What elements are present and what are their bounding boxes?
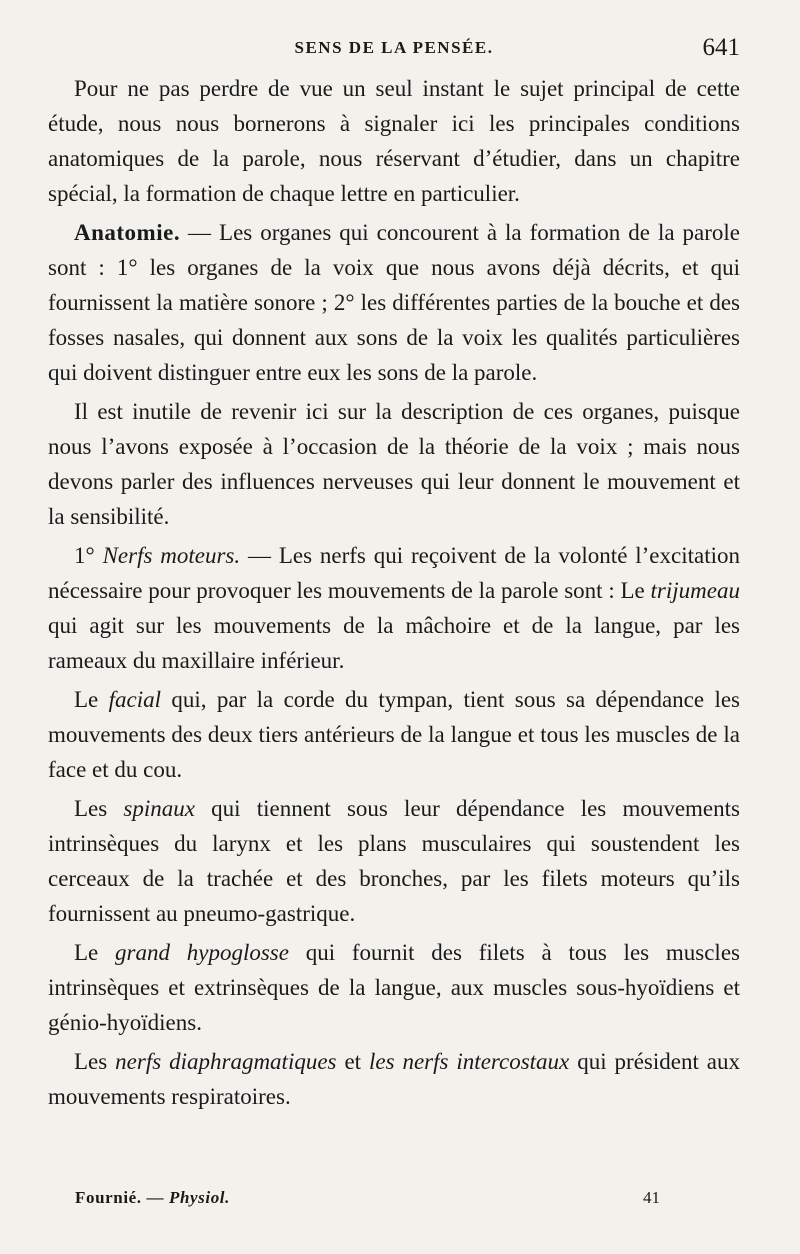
term-italic: facial [108, 686, 162, 712]
paragraph-text: — Les organes qui concourent à la formation de la parole sont : 1° les organes de la voix que nous avons déjà décrits, et qui fournissent la matière sonore ; 2° les différentes parties de la bouche et des fosses nasales, qui donnent aux sons de la voix les qualités particulières qui doivent distinguer entre eux les sons de la parole. [48, 220, 740, 385]
subsection-heading-nerfs-moteurs: Nerfs moteurs. [102, 542, 241, 568]
term-italic: spinaux [123, 796, 195, 822]
paragraph-text: qui, par la corde du tympan, tient sous sa dépendance les mouvements des deux tiers antérieurs de la langue et tous les muscles de la face et du cou. [48, 686, 740, 782]
paragraph-text: — Les nerfs qui reçoivent de la volonté l’excitation nécessaire pour provoquer les mouvements de la parole sont : Le [48, 542, 740, 603]
page-footer [75, 1188, 660, 1216]
page-number: 641 [702, 34, 740, 61]
paragraph-text: Les [74, 1049, 116, 1075]
paragraph [48, 1045, 740, 1115]
paragraph-text: Pour ne pas perdre de vue un seul instant le sujet principal de cette étude, nous nous bornerons à signaler ici les principales conditions anatomiques de la parole, nous réservant d’étudier, dans un chapitre spécial, la formation de chaque lettre en particulier. [48, 76, 740, 206]
paragraph-text: qui agit sur les mouvements de la mâchoire et de la langue, par les rameaux du maxillaire inférieur. [48, 612, 740, 673]
paragraph-text: Le [74, 686, 109, 712]
page-body [48, 72, 740, 1119]
section-heading-anatomie: Anatomie. [74, 220, 181, 246]
term-italic: les nerfs intercostaux [368, 1049, 570, 1075]
paragraph [48, 216, 740, 391]
paragraph-text: qui président aux mouvements respiratoires. [48, 1049, 740, 1110]
paragraph-text: qui fournit des filets à tous les muscles intrinsèques et extrinsèques de la langue, aux muscles sous-hyoïdiens et génio-hyoïdiens. [48, 940, 740, 1035]
paragraph [48, 792, 740, 932]
paragraph [48, 539, 740, 679]
printer-signature [75, 1188, 230, 1208]
sheet-number: 41 [643, 1188, 660, 1207]
paragraph-text: Le [74, 940, 116, 966]
term-italic: trijumeau [650, 577, 740, 603]
paragraph-text: qui tiennent sous leur dépendance les mouvements intrinsèques du larynx et les plans musculaires qui soustendent les cerceaux de la trachée et des bronches, par les filets moteurs qu’ils fournissent au pneumo-gastrique. [48, 796, 740, 926]
paragraph [48, 936, 740, 1041]
paragraph-text: Il est inutile de revenir ici sur la description de ces organes, puisque nous l’avons exposée à l’occasion de la théorie de la voix ; mais nous devons parler des influences nerveuses qui leur donnent le mouvement et la sensibilité. [48, 398, 740, 529]
paragraph-text: et [336, 1049, 369, 1075]
paragraph [48, 395, 740, 535]
paragraph-text: Les [74, 796, 124, 822]
term-italic: nerfs diaphragmatiques [115, 1049, 337, 1075]
page-header [48, 34, 740, 68]
signature-author: Fournié. — [75, 1188, 169, 1207]
paragraph [48, 72, 740, 212]
signature-title: Physiol. [168, 1188, 230, 1207]
term-italic: grand hypoglosse [115, 940, 289, 966]
list-number: 1° [74, 542, 103, 568]
running-title: SENS DE LA PENSÉE. [294, 38, 494, 57]
paragraph [48, 683, 740, 788]
